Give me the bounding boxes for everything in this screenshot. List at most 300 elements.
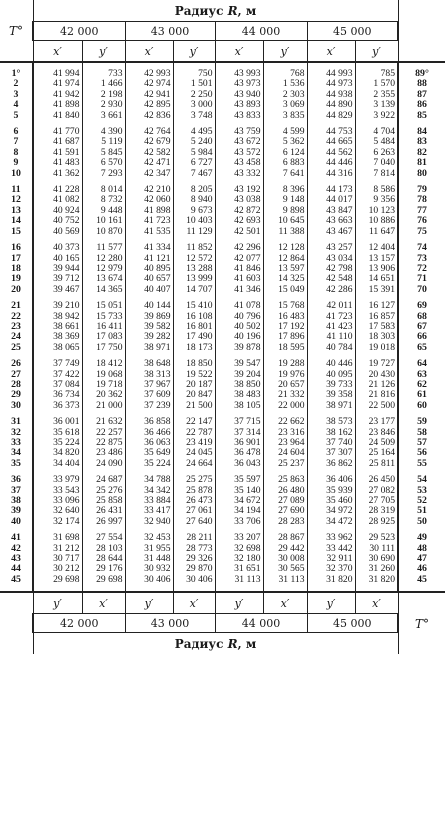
angle-right: 78 [417,194,427,206]
table-cell: 19 976 [278,368,305,380]
table-cell: 34 194 [234,505,261,517]
table-cell: 19 068 [96,368,123,380]
table-cell: 26 997 [96,515,123,527]
table-cell: 31 212 [53,542,80,554]
table-cell: 28 773 [186,542,213,554]
x-value-cell [215,475,263,527]
table-cell: 43 663 [326,215,353,227]
radius-header-bottom: Радиус R, м [33,633,398,655]
table-cell: 9 448 [100,204,123,216]
table-cell: 13 288 [186,262,213,274]
y-value-cell [82,185,125,237]
table-cell: 37 749 [53,358,80,370]
x-value-cell [33,301,82,353]
table-cell: 21 126 [368,378,396,390]
table-cell: 17 192 [278,320,305,332]
table-cell: 42 501 [234,225,261,237]
table-cell: 44 829 [326,109,353,121]
angle-left: 2 [13,78,19,90]
table-cell: 42 011 [326,300,353,312]
angle-right: 56 [417,447,427,459]
table-cell: 10 645 [278,215,305,227]
table-cell: 15 049 [278,283,305,295]
table-cell: 7 814 [373,167,396,179]
table-row-group [0,127,445,179]
table-cell: 6 727 [190,157,213,169]
x-value-cell [33,417,82,469]
table-cell: 27 690 [278,505,305,517]
table-row-group [0,301,445,353]
x-value-cell [33,243,82,295]
table-cell: 44 665 [326,136,353,148]
table-cell: 38 105 [234,399,261,411]
table-cell: 36 373 [53,399,80,411]
col-header-y: y′ [263,41,307,63]
table-cell: 28 925 [368,515,396,527]
angle-right: 86 [417,99,427,111]
table-cell: 11 852 [186,242,213,254]
angle-right: 68 [417,310,427,322]
table-cell: 44 753 [326,126,353,138]
x-value-cell [307,533,355,585]
y-value-cell [355,243,398,295]
angle-left-cell [0,475,33,527]
angle-right: 58 [417,426,427,438]
table-cell: 43 993 [234,68,261,79]
y-value-cell [355,69,398,121]
angle-right: 89° [415,68,429,79]
radius-value: 43 000 [125,614,215,633]
table-cell: 29 870 [186,563,213,575]
x-value-cell [215,301,263,353]
table-cell: 43 038 [234,194,261,206]
table-cell: 12 572 [186,252,213,264]
table-cell: 39 358 [326,389,353,401]
table-cell: 33 207 [234,532,261,544]
x-value-cell [125,417,173,469]
table-cell: 41 770 [53,126,80,138]
table-cell: 34 972 [326,505,353,517]
table-cell: 25 164 [368,447,396,459]
table-cell: 7 040 [373,157,396,169]
y-value-cell [82,359,125,411]
y-value-cell [173,417,215,469]
table-cell: 16 483 [278,310,305,322]
table-cell: 1 501 [190,78,213,90]
x-value-cell [215,533,263,585]
table-cell: 36 862 [326,457,353,469]
table-cell: 35 460 [326,495,353,507]
y-value-cell [263,417,307,469]
x-value-cell [125,243,173,295]
table-cell: 36 901 [234,437,261,448]
radius-value: 45 000 [307,614,398,633]
table-cell: 44 562 [326,146,353,158]
x-value-cell [307,185,355,237]
angle-right: 81 [417,157,427,169]
table-cell: 38 648 [144,358,171,370]
table-row-group [0,533,445,585]
table-cell: 31 820 [368,573,396,585]
table-cell: 33 979 [53,474,80,486]
angle-left: 4 [13,99,19,111]
x-value-cell [125,475,173,527]
table-cell: 38 369 [53,331,80,343]
table-cell: 40 924 [53,204,80,216]
table-cell: 40 144 [144,300,171,312]
table-cell: 32 370 [326,563,353,575]
col-header-x: x′ [33,41,82,63]
table-cell: 42 993 [144,68,171,79]
x-value-cell [215,185,263,237]
angle-left: 32 [11,426,21,438]
col-footer-y: y′ [215,592,263,614]
table-cell: 26 480 [278,484,305,496]
angle-right: 50 [417,515,427,527]
table-cell: 5 845 [100,146,123,158]
angle-right: 46 [417,563,427,575]
table-cell: 21 332 [278,389,305,401]
table-cell: 19 288 [278,358,305,370]
x-value-cell [33,533,82,585]
table-cell: 38 065 [53,341,80,353]
angle-right: 84 [417,126,427,138]
table-cell: 41 846 [234,262,261,274]
angle-right: 75 [417,225,427,237]
table-cell: 16 857 [368,310,396,322]
table-cell: 17 896 [278,331,305,343]
angle-left: 31 [11,416,21,428]
table-cell: 10 870 [96,225,123,237]
table-cell: 1 570 [373,78,396,90]
table-cell: 40 752 [53,215,80,227]
table-cell: 13 999 [186,273,213,285]
col-footer-y: y′ [33,592,82,614]
table-cell: 25 878 [186,484,213,496]
angle-right: 69 [417,300,427,312]
table-cell: 28 283 [278,515,305,527]
table-cell: 2 355 [373,88,396,100]
x-value-cell [215,243,263,295]
angle-left: 25 [11,341,21,353]
table-cell: 30 565 [278,563,305,575]
table-cell: 32 640 [53,505,80,517]
table-cell: 33 442 [326,542,353,554]
angle-left: 27 [11,368,21,380]
table-cell: 27 640 [186,515,213,527]
table-cell: 27 705 [368,495,396,507]
angle-right: 85 [417,109,427,121]
angle-right: 47 [417,553,427,565]
angle-right: 57 [417,437,427,448]
angle-left: 12 [11,194,21,206]
table-cell: 26 431 [96,505,123,517]
angle-right: 54 [417,474,427,486]
table-cell: 42 210 [144,184,171,196]
table-cell: 40 165 [53,252,80,264]
table-cell: 10 403 [186,215,213,227]
table-cell: 44 938 [326,88,353,100]
table-cell: 12 404 [368,242,396,254]
table-cell: 19 522 [186,368,213,380]
table-cell: 6 263 [373,146,396,158]
table-cell: 36 001 [53,416,80,428]
table-cell: 37 740 [326,437,353,448]
table-cell: 39 210 [53,300,80,312]
table-cell: 31 955 [144,542,171,554]
angle-left: 7 [13,136,19,148]
table-cell: 13 906 [368,262,396,274]
table-cell: 43 572 [234,146,261,158]
table-cell: 4 495 [190,126,213,138]
table-cell: 44 890 [326,99,353,111]
table-cell: 9 148 [282,194,305,206]
angle-right: 52 [417,495,427,507]
table-cell: 13 157 [368,252,396,264]
angle-right-cell [398,475,445,527]
table-cell: 21 500 [186,399,213,411]
table-cell: 22 147 [186,416,213,428]
table-cell: 25 237 [278,457,305,469]
angle-right: 63 [417,368,427,380]
table-cell: 41 603 [234,273,261,285]
table-cell: 29 442 [278,542,305,554]
angle-left: 37 [11,484,21,496]
table-cell: 34 342 [144,484,171,496]
angle-left-cell [0,127,33,179]
table-cell: 42 974 [144,78,171,90]
table-cell: 33 543 [53,484,80,496]
angle-right: 83 [417,136,427,148]
table-cell: 40 446 [326,358,353,370]
table-cell: 32 940 [144,515,171,527]
angle-left: 24 [11,331,21,343]
x-value-cell [125,127,173,179]
angle-right: 49 [417,532,427,544]
table-cell: 38 483 [234,389,261,401]
col-footer-x: x′ [82,592,125,614]
angle-left: 19 [11,273,21,285]
table-cell: 23 316 [278,426,305,438]
table-cell: 2 250 [190,88,213,100]
angle-left: 36 [11,474,21,486]
x-value-cell [33,475,82,527]
angle-left: 35 [11,457,21,469]
table-cell: 8 014 [100,184,123,196]
angle-right: 65 [417,341,427,353]
col-header-x: x′ [307,41,355,63]
table-cell: 28 319 [368,505,396,517]
table-cell: 39 282 [144,331,171,343]
table-cell: 41 898 [53,99,80,111]
angle-right: 59 [417,416,427,428]
angle-right: 76 [417,215,427,227]
table-cell: 15 733 [96,310,123,322]
table-cell: 20 657 [278,378,305,390]
table-cell: 22 875 [96,437,123,448]
angle-right-cell [398,127,445,179]
table-cell: 31 113 [278,573,305,585]
table-cell: 42 895 [144,99,171,111]
table-cell: 37 715 [234,416,261,428]
table-cell: 27 554 [96,532,123,544]
angle-right: 61 [417,389,427,401]
table-cell: 14 325 [278,273,305,285]
table-cell: 17 583 [368,320,396,332]
table-cell: 5 362 [282,136,305,148]
table-row-group [0,417,445,469]
table-cell: 32 180 [234,553,261,565]
table-cell: 24 090 [96,457,123,469]
angle-left: 29 [11,389,21,401]
table-cell: 40 095 [326,368,353,380]
y-value-cell [82,475,125,527]
table-cell: 8 732 [100,194,123,206]
table-cell: 41 942 [53,88,80,100]
table-cell: 2 198 [100,88,123,100]
angle-right: 72 [417,262,427,274]
table-cell: 20 847 [186,389,213,401]
radius-value: 42 000 [33,22,125,41]
table-cell: 39 582 [144,320,171,332]
table-cell: 4 704 [373,126,396,138]
table-cell: 36 478 [234,447,261,459]
angle-right: 48 [417,542,427,554]
table-cell: 34 404 [53,457,80,469]
table-row-group [0,185,445,237]
table-cell: 3 000 [190,99,213,111]
radius-header-top: Радиус R, м [33,0,398,22]
x-value-cell [307,359,355,411]
table-cell: 42 347 [144,167,171,179]
angle-left: 14 [11,215,21,227]
table-cell: 36 858 [144,416,171,428]
angle-left: 30 [11,399,21,411]
table-cell: 8 586 [373,184,396,196]
table-cell: 39 467 [53,283,80,295]
table-row-group [0,475,445,527]
table-cell: 43 257 [326,242,353,254]
table-cell: 4 390 [100,126,123,138]
y-value-cell [82,127,125,179]
angle-left-cell [0,185,33,237]
table-cell: 7 641 [282,167,305,179]
table-cell: 33 962 [326,532,353,544]
angle-right-cell [398,359,445,411]
table-cell: 27 089 [278,495,305,507]
table-cell: 44 446 [326,157,353,169]
table-cell: 29 698 [53,573,80,585]
table-cell: 41 723 [144,215,171,227]
angle-left: 9 [13,157,19,169]
table-cell: 14 707 [186,283,213,295]
y-value-cell [355,417,398,469]
angle-left: 42 [11,542,21,554]
angle-right: 64 [417,358,427,370]
table-cell: 8 940 [190,194,213,206]
table-cell: 43 847 [326,204,353,216]
table-cell: 33 706 [234,515,261,527]
angle-right: 77 [417,204,427,216]
table-cell: 27 061 [186,505,213,517]
table-cell: 41 228 [53,184,80,196]
table-cell: 44 973 [326,78,353,90]
y-value-cell [263,359,307,411]
table-cell: 30 406 [186,573,213,585]
table-cell: 42 764 [144,126,171,138]
table-cell: 39 869 [144,310,171,322]
table-cell: 9 898 [282,204,305,216]
x-value-cell [33,127,82,179]
table-cell: 41 483 [53,157,80,169]
angle-right: 82 [417,146,427,158]
x-value-cell [125,533,173,585]
table-cell: 27 082 [368,484,396,496]
table-cell: 23 846 [368,426,396,438]
table-cell: 43 833 [234,109,261,121]
angle-left-cell [0,533,33,585]
y-value-cell [263,243,307,295]
table-cell: 16 411 [96,320,123,332]
table-cell: 3 748 [190,109,213,121]
angle-right: 45 [417,573,427,585]
angle-left: 22 [11,310,21,322]
col-header-y: y′ [355,41,398,63]
x-value-cell [215,69,263,121]
table-cell: 35 939 [326,484,353,496]
col-header-x: x′ [215,41,263,63]
table-cell: 29 326 [186,553,213,565]
y-value-cell [173,127,215,179]
angle-right: 62 [417,378,427,390]
angle-right: 79 [417,184,427,196]
table-cell: 14 651 [368,273,396,285]
angle-right: 51 [417,505,427,517]
angle-left-cell [0,69,33,121]
table-cell: 30 212 [53,563,80,575]
table-cell: 38 661 [53,320,80,332]
y-value-cell [173,475,215,527]
table-cell: 21 632 [96,416,123,428]
table-cell: 5 484 [373,136,396,148]
table-cell: 24 604 [278,447,305,459]
table-cell: 11 647 [368,225,396,237]
table-cell: 24 664 [186,457,213,469]
angle-left: 33 [11,437,21,448]
y-value-cell [173,533,215,585]
table-cell: 41 346 [234,283,261,295]
table-cell: 7 467 [190,167,213,179]
angle-left: 43 [11,553,21,565]
table-cell: 43 034 [326,252,353,264]
table-cell: 37 239 [144,399,171,411]
table-cell: 41 078 [234,300,261,312]
table-cell: 35 649 [144,447,171,459]
table-cell: 24 687 [96,474,123,486]
y-value-cell [263,127,307,179]
table-cell: 42 296 [234,242,261,254]
y-value-cell [355,533,398,585]
angle-left: 38 [11,495,21,507]
table-cell: 31 651 [234,563,261,575]
x-value-cell [307,127,355,179]
table-cell: 12 128 [278,242,305,254]
table-cell: 44 316 [326,167,353,179]
y-value-cell [173,185,215,237]
table-cell: 25 811 [368,457,396,469]
table-cell: 1 466 [100,78,123,90]
table-cell: 38 942 [53,310,80,322]
